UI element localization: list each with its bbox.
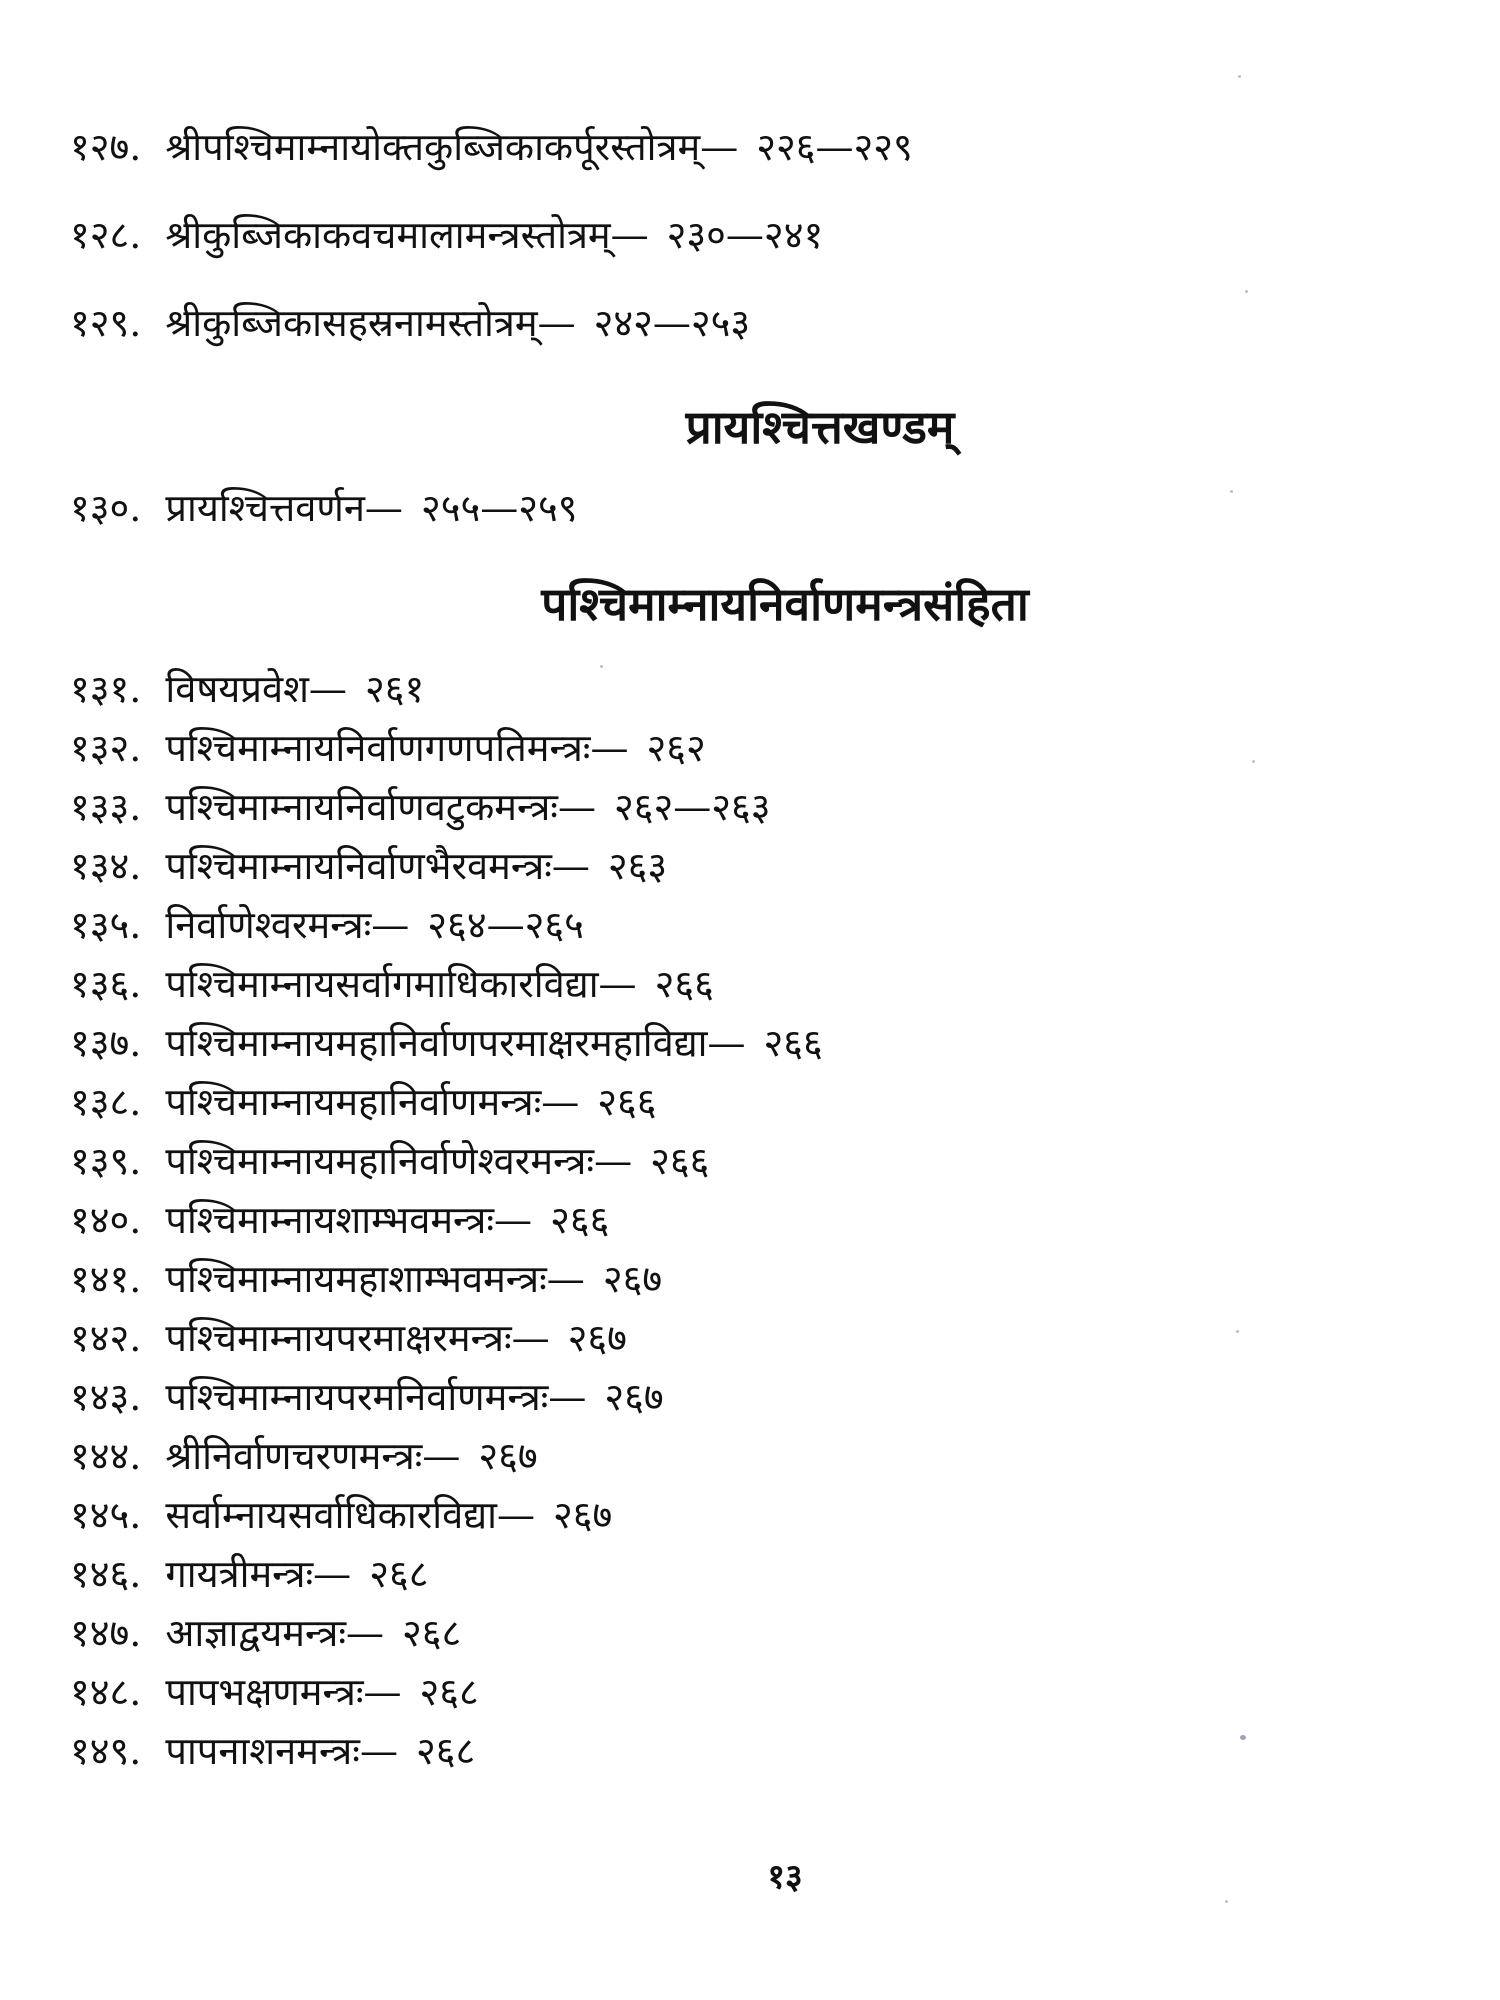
toc-entry [70,1374,664,1420]
scan-speck [1238,75,1241,78]
entry-title: श्रीपश्चिमाम्नायोक्तकुब्जिकाकर्पूरस्तोत्रम्— [165,125,739,169]
toc-entry [70,1256,662,1302]
entry-pages: २६८ [402,1611,462,1655]
entry-number: १३४. [70,844,142,888]
entry-pages: २४२—२५३ [593,301,751,345]
entry-title: प्रायश्चित्तवर्णन— [165,486,403,530]
entry-number: १२८. [70,213,142,257]
toc-entry [70,1669,479,1715]
toc-entry [70,902,584,948]
entry-pages: २६८ [415,1729,476,1773]
section-heading: प्रायश्चित्तखण्डम् [685,400,955,454]
entry-title: पश्चिमाम्नायपरमाक्षरमन्त्रः— [165,1316,550,1360]
toc-entry [70,1315,627,1361]
toc-entry [70,124,913,170]
scan-speck [600,665,603,668]
entry-pages: २६८ [419,1670,479,1714]
scan-speck [1252,760,1255,763]
toc-entry [70,1433,538,1479]
entry-pages: २६६ [550,1198,610,1242]
toc-entry [70,212,823,258]
entry-title: पश्चिमाम्नायमहाशाम्भवमन्त्रः— [165,1257,585,1301]
entry-title: पश्चिमाम्नायशाम्भवमन्त्रः— [165,1198,533,1242]
scan-speck [1225,1900,1228,1903]
entry-number: १४९. [70,1729,142,1773]
entry-number: १४३. [70,1375,142,1419]
entry-pages: २६६ [763,1021,823,1065]
entry-title: श्रीनिर्वाणचरणमन्त्रः— [165,1434,461,1478]
entry-pages: २६६ [654,962,714,1006]
entry-title: पश्चिमाम्नायमहानिर्वाणपरमाक्षरमहाविद्या— [165,1021,746,1065]
toc-entry [70,1551,428,1597]
entry-title: पश्चिमाम्नायसर्वागमाधिकारविद्या— [165,962,637,1006]
entry-pages: २६४—२६५ [427,903,584,947]
toc-entry [70,485,578,531]
entry-pages: २५५—२५९ [420,486,578,530]
entry-number: १४४. [70,1434,142,1478]
entry-pages: २६७ [604,1375,664,1419]
toc-entry [70,843,667,889]
toc-entry [70,300,750,346]
entry-title: पापनाशनमन्त्रः— [165,1729,398,1773]
toc-entry [70,784,771,830]
entry-title: श्रीकुब्जिकाकवचमालामन्त्रस्तोत्रम्— [165,213,649,257]
toc-entry [70,666,424,712]
entry-title: विषयप्रवेश— [165,667,347,711]
entry-pages: २६१ [364,667,425,711]
toc-entry [70,1492,612,1538]
entry-number: १३२. [70,726,142,770]
toc-entry [70,961,714,1007]
toc-entry [70,1138,709,1184]
entry-title: पश्चिमाम्नायनिर्वाणभैरवमन्त्रः— [165,844,590,888]
entry-number: १२९. [70,301,142,345]
entry-title: पश्चिमाम्नायपरमनिर्वाणमन्त्रः— [165,1375,587,1419]
entry-title: आज्ञाद्वयमन्त्रः— [165,1611,385,1655]
entry-number: १४१. [70,1257,142,1301]
entry-title: गायत्रीमन्त्रः— [165,1552,352,1596]
entry-pages: २६६ [597,1080,657,1124]
scan-speck [1230,490,1233,493]
entry-title: पश्चिमाम्नायनिर्वाणगणपतिमन्त्रः— [165,726,629,770]
entry-pages: २६२—२६३ [613,785,771,829]
entry-number: १३८. [70,1080,142,1124]
toc-entry [70,1610,461,1656]
scan-speck [1240,1735,1246,1740]
entry-number: १३६. [70,962,142,1006]
section-heading: पश्चिमाम्नायनिर्वाणमन्त्रसंहिता [541,577,1029,631]
entry-number: १२७. [70,125,142,169]
entry-number: १३९. [70,1139,142,1183]
entry-pages: २६७ [478,1434,538,1478]
entry-number: १३१. [70,667,142,711]
entry-number: १३५. [70,903,142,947]
entry-pages: २६७ [553,1493,613,1537]
entry-title: निर्वाणेश्वरमन्त्रः— [165,903,410,947]
entry-title: श्रीकुब्जिकासहस्रनामस्तोत्रम्— [165,301,576,345]
entry-number: १४२. [70,1316,142,1360]
toc-entry [70,1020,823,1066]
toc-entry [70,1079,657,1125]
entry-number: १४८. [70,1670,142,1714]
entry-number: १३०. [70,486,142,530]
entry-title: पश्चिमाम्नायमहानिर्वाणमन्त्रः— [165,1080,580,1124]
toc-entry [70,725,706,771]
entry-pages: २६६ [650,1139,710,1183]
entry-title: पापभक्षणमन्त्रः— [165,1670,402,1714]
entry-title: सर्वाम्नायसर्वाधिकारविद्या— [165,1493,535,1537]
entry-pages: २६३ [607,844,668,888]
entry-pages: २६७ [602,1257,663,1301]
entry-pages: २६८ [369,1552,429,1596]
scan-speck [1236,1330,1239,1333]
entry-title: पश्चिमाम्नायमहानिर्वाणेश्वरमन्त्रः— [165,1139,633,1183]
page-number: १३ [767,1857,803,1897]
toc-entry [70,1728,475,1774]
entry-number: १४०. [70,1198,142,1242]
entry-title: पश्चिमाम्नायनिर्वाणवटुकमन्त्रः— [165,785,596,829]
entry-pages: २६७ [567,1316,627,1360]
entry-number: १३३. [70,785,142,829]
scan-speck [1245,290,1248,293]
entry-pages: २३०—२४१ [666,213,824,257]
entry-number: १४७. [70,1611,142,1655]
entry-number: १४६. [70,1552,142,1596]
entry-pages: २६२ [646,726,706,770]
entry-pages: २२६—२२९ [756,125,913,169]
toc-entry [70,1197,609,1243]
entry-number: १३७. [70,1021,142,1065]
entry-number: १४५. [70,1493,142,1537]
